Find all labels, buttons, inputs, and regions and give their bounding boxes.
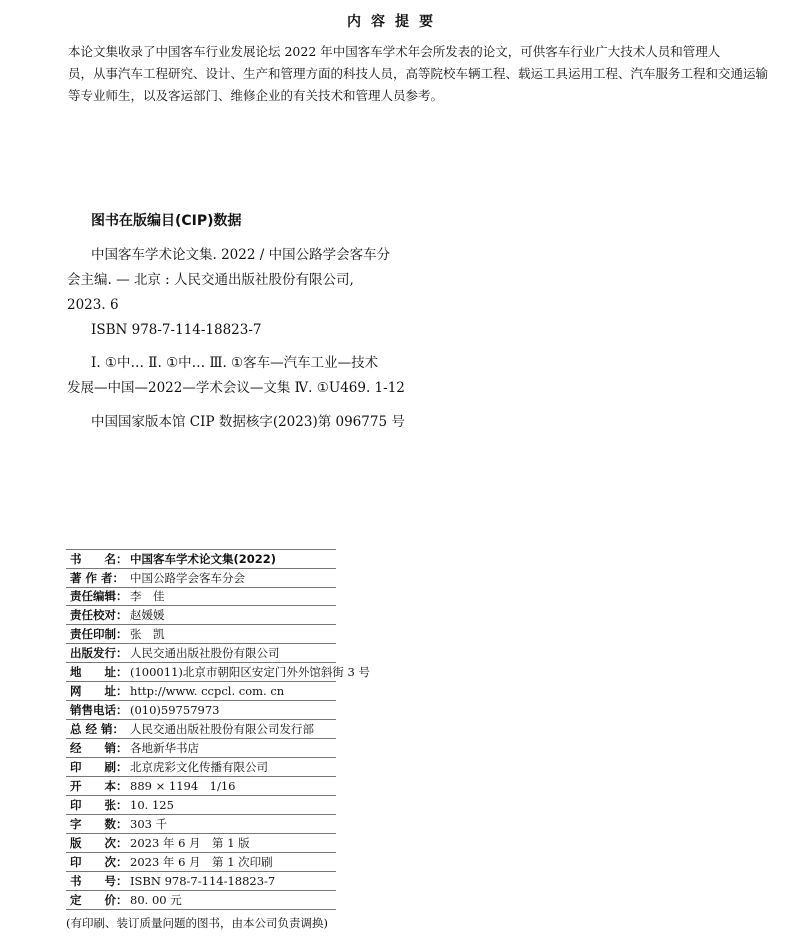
colophon-label: 印 张： — [70, 798, 128, 812]
cip-record-number: 中国国家版本馆 CIP 数据核字(2023)第 096775 号 — [91, 414, 405, 430]
colophon-value: 张 凯 — [130, 627, 165, 641]
summary-line: 等专业师生，以及客运部门、维修企业的有关技术和管理人员参考。 — [68, 88, 444, 103]
cip-classification-line: Ⅰ. ①中… Ⅱ. ①中… Ⅲ. ①客车—汽车工业—技术 — [91, 355, 379, 371]
cip-heading: 图书在版编目(CIP)数据 — [91, 213, 242, 229]
summary-line: 员，从事汽车工程研究、设计、生产和管理方面的科技人员，高等院校车辆工程、载运工具运用工程、汽车服务工程和交通运输 — [68, 66, 769, 81]
colophon-label: 字 数： — [70, 817, 128, 831]
colophon-label: 销售电话： — [70, 703, 128, 717]
colophon-label: 书 名： — [70, 552, 128, 566]
colophon-value: http://www. ccpcl. com. cn — [130, 684, 285, 698]
colophon-value: 80. 00 元 — [130, 893, 182, 907]
colophon-label: 责任校对： — [70, 608, 128, 622]
colophon-value: 各地新华书店 — [130, 741, 199, 755]
colophon-value: 10. 125 — [130, 798, 174, 812]
colophon-value: 北京虎彩文化传播有限公司 — [130, 760, 268, 774]
quality-notice: (有印刷、装订质量问题的图书，由本公司负责调换) — [66, 916, 328, 930]
colophon-label: 开 本： — [70, 779, 128, 793]
cip-classification-line: 发展—中国—2022—学术会议—文集 Ⅳ. ①U469. 1-12 — [67, 380, 405, 396]
colophon-label: 地 址： — [70, 665, 128, 679]
colophon-label: 总 经 销： — [70, 722, 125, 736]
colophon-value: 人民交通出版社股份有限公司发行部 — [130, 722, 314, 736]
colophon-value: ISBN 978-7-114-18823-7 — [130, 874, 276, 888]
colophon-label: 责任编辑： — [70, 589, 128, 603]
colophon-value: (100011)北京市朝阳区安定门外外馆斜街 3 号 — [130, 665, 370, 679]
colophon-value: 中国客车学术论文集(2022) — [130, 552, 277, 566]
cip-isbn-line: ISBN 978-7-114-18823-7 — [91, 322, 262, 338]
cip-entry-line: 中国客车学术论文集. 2022 / 中国公路学会客车分 — [91, 247, 391, 263]
colophon-label: 经 销： — [70, 741, 128, 755]
colophon-label: 责任印制： — [70, 627, 128, 641]
colophon-label: 著 作 者： — [70, 571, 125, 585]
summary-line: 本论文集收录了中国客车行业发展论坛 2022 年中国客车学术年会所发表的论文，可供客车行业广大技术人员和管理人 — [68, 44, 721, 59]
summary-title: 内容提要 — [347, 14, 443, 30]
colophon-value: 人民交通出版社股份有限公司 — [130, 646, 280, 660]
colophon-label: 印 刷： — [70, 760, 128, 774]
colophon-value: 2023 年 6 月 第 1 次印刷 — [130, 855, 273, 869]
colophon-label: 网 址： — [70, 684, 128, 698]
colophon-value: 889 × 1194 1/16 — [130, 779, 236, 793]
cip-entry-line: 2023. 6 — [67, 297, 119, 313]
colophon-value: 赵媛媛 — [130, 608, 165, 622]
colophon-value: 李 佳 — [130, 589, 165, 603]
colophon-label: 版 次： — [70, 836, 128, 850]
colophon-value: 中国公路学会客车分会 — [130, 571, 245, 585]
cip-entry-line: 会主编. — 北京 : 人民交通出版社股份有限公司, — [67, 272, 354, 288]
colophon-label: 出版发行： — [70, 646, 128, 660]
colophon-label: 印 次： — [70, 855, 128, 869]
colophon-value: 303 千 — [130, 817, 168, 831]
colophon-rule — [66, 909, 336, 910]
colophon-value: (010)59757973 — [130, 703, 220, 717]
colophon-value: 2023 年 6 月 第 1 版 — [130, 836, 250, 850]
colophon-label: 书 号： — [70, 874, 128, 888]
colophon-label: 定 价： — [70, 893, 128, 907]
